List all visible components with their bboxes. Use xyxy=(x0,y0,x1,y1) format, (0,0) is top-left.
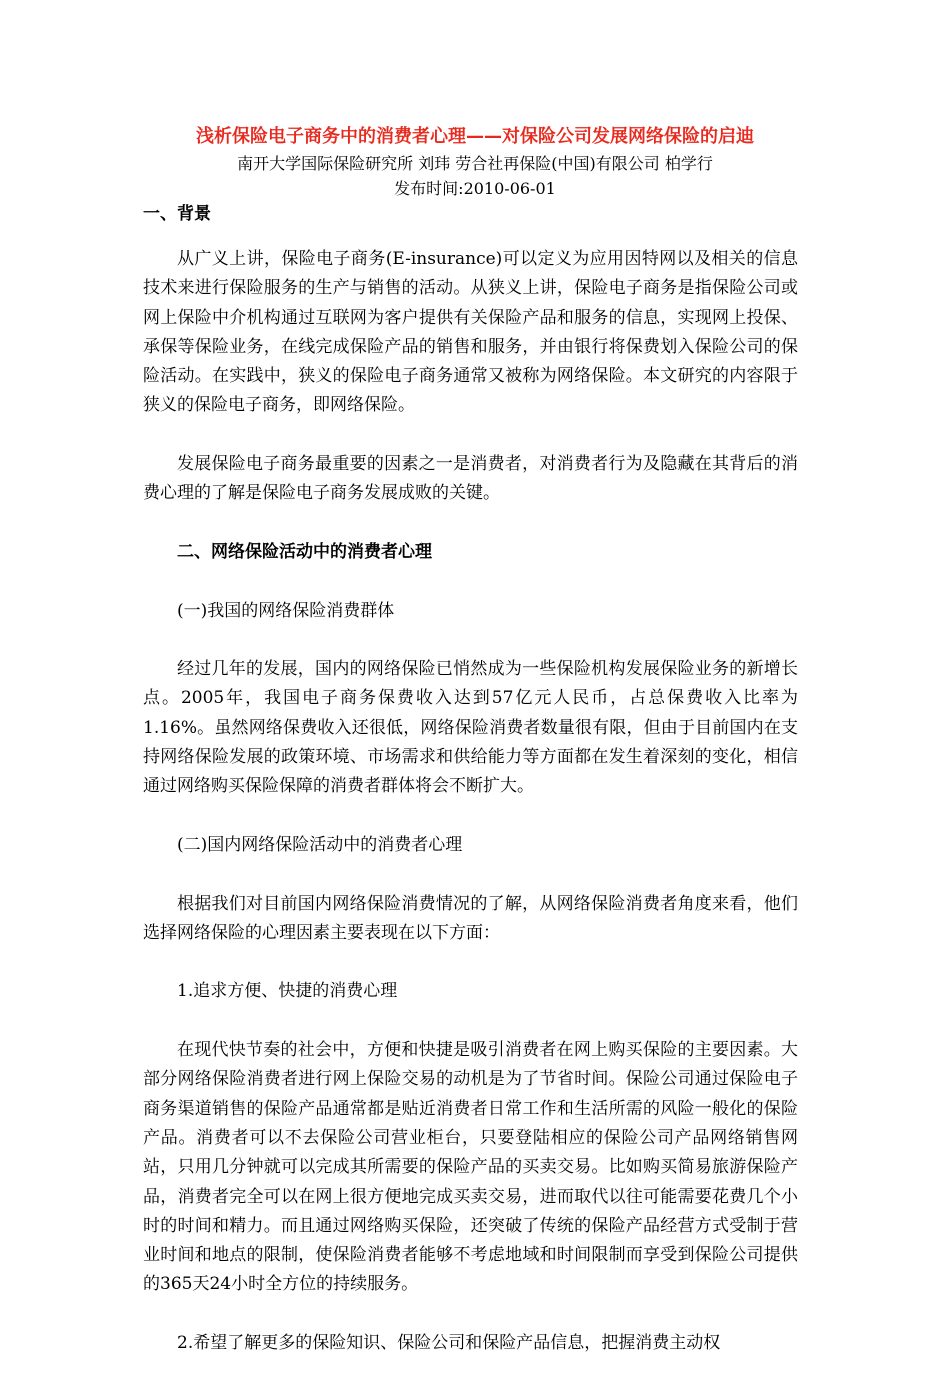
list-item-convenience: 1.追求方便、快捷的消费心理 xyxy=(177,981,398,1002)
author-line: 南开大学国际保险研究所 刘玮 劳合社再保险(中国)有限公司 柏学行 xyxy=(237,154,713,173)
paragraph-convenience-detail: 在现代快节奏的社会中，方便和快捷是吸引消费者在网上购买保险的主要因素。大部分网络保险消费者进行网上保险交易的动机是为了节省时间。保险公司通过保险电子商务渠道销售的保险产品通常都是贴近消费者日常工作和生活所需的风险一般化的保险产品。消费者可以不去保险公司营业柜台，只要登陆相应的保险公司产品网络销售网站，只用几分钟就可以完成其所需要的保险产品的买卖交易。比如购买简易旅游保险产品，消费者完全可以在网上很方便地完成买卖交易，进而取代以往可能需要花费几个小时的时间和精力。而且通过网络购买保险，还突破了传统的保险产品经营方式受制于营业时间和地点的限制，使保险消费者能够不考虑地域和时间限制而享受到保险公司提供的365天24小时全方位的持续服务。 xyxy=(143,1040,798,1295)
article-title: 浅析保险电子商务中的消费者心理——对保险公司发展网络保险的启迪 xyxy=(196,126,754,147)
paragraph-definition: 从广义上讲，保险电子商务(E-insurance)可以定义为应用因特网以及相关的信息技术来进行保险服务的生产与销售的活动。从狭义上讲，保险电子商务是指保险公司或网上保险中介机构通过互联网为客户提供有关保险产品和服务的信息，实现网上投保、承保等保险业务，在线完成保险产品的销售和服务，并由银行将保费划入保险公司的保险活动。在实践中，狭义的保险电子商务通常又被称为网络保险。本文研究的内容限于狭义的保险电子商务，即网络保险。 xyxy=(143,249,798,416)
list-item-information: 2.希望了解更多的保险知识、保险公司和保险产品信息，把握消费主动权 xyxy=(177,1332,721,1353)
paragraph-key-factor: 发展保险电子商务最重要的因素之一是消费者，对消费者行为及隐藏在其背后的消费心理的了解是保险电子商务发展成败的关键。 xyxy=(143,454,798,504)
section-heading-background: 一、背景 xyxy=(143,204,211,224)
subheading-domestic-psychology: (二)国内网络保险活动中的消费者心理 xyxy=(177,834,463,855)
publish-date: 发布时间:2010-06-01 xyxy=(394,179,556,198)
article-body xyxy=(143,245,798,1388)
section-heading-consumer-psychology: 二、网络保险活动中的消费者心理 xyxy=(177,541,432,562)
subheading-consumer-group: (一)我国的网络保险消费群体 xyxy=(177,600,395,621)
paragraph-survey-intro: 根据我们对目前国内网络保险消费情况的了解，从网络保险消费者角度来看，他们选择网络保险的心理因素主要表现在以下方面： xyxy=(143,893,798,943)
paragraph-market-growth: 经过几年的发展，国内的网络保险已悄然成为一些保险机构发展保险业务的新增长点。2005年，我国电子商务保费收入达到57亿元人民币，占总保费收入比率为1.16%。虽然网络保费收入还很低，网络保险消费者数量很有限，但由于目前国内在支持网络保险发展的政策环境、市场需求和供给能力等方面都在发生着深刻的变化，相信通过网络购买保险保障的消费者群体将会不断扩大。 xyxy=(143,659,798,797)
